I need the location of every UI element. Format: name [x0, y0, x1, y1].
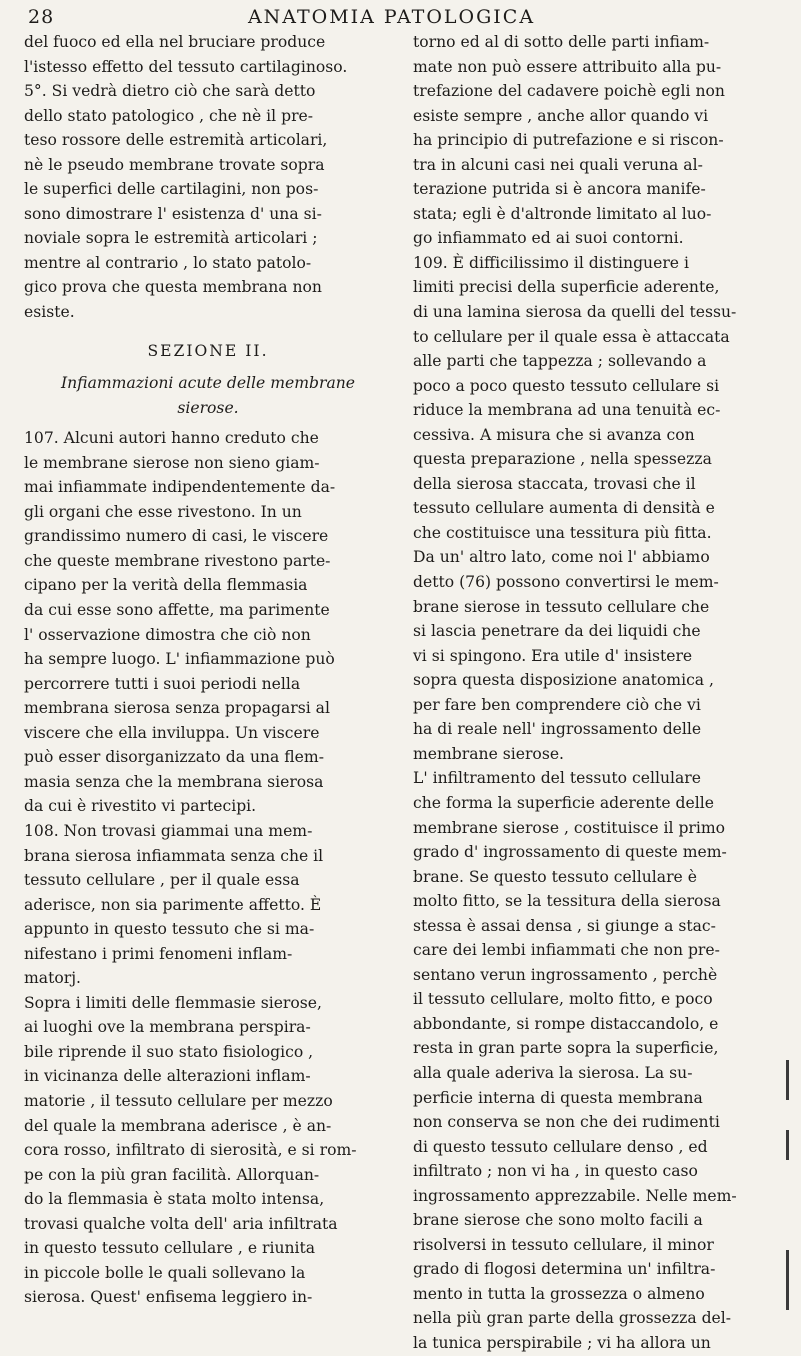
text-line: il tessuto cellulare, molto fitto, e poco: [413, 990, 713, 1009]
text-line: grado di flogosi determina un' infiltra-: [413, 1260, 716, 1279]
text-line: 107. Alcuni autori hanno creduto che: [24, 429, 319, 448]
text-line: riduce la membrana ad una tenuità ec-: [413, 401, 721, 420]
page-number: 28: [28, 6, 55, 28]
text-line: in piccole bolle le quali sollevano la: [24, 1263, 306, 1282]
text-line: sentano verun ingrossamento , perchè: [413, 965, 718, 984]
text-line: grandissimo numero di casi, le viscere: [24, 527, 329, 546]
text-line: sierosa. Quest' enfisema leggiero in-: [24, 1288, 313, 1307]
text-line: in questo tessuto cellulare , e riunita: [24, 1239, 316, 1258]
text-line: tessuto cellulare , per il quale essa: [24, 871, 300, 890]
text-line: to cellulare per il quale essa è attaccata: [413, 327, 730, 346]
text-line: questa preparazione , nella spessezza: [413, 450, 712, 469]
text-line: del quale la membrana aderisce , è an-: [24, 1116, 332, 1135]
text-line: la tunica perspirabile ; vi ha allora un: [413, 1333, 711, 1352]
text-line: risolversi in tessuto cellulare, il minor: [413, 1235, 714, 1254]
text-line: gli organi che esse rivestono. In un: [24, 502, 302, 521]
text-line: alle parti che tappezza ; sollevando a: [413, 352, 707, 371]
text-line: brane. Se questo tessuto cellulare è: [413, 867, 697, 886]
text-line: torno ed al di sotto delle parti infiam-: [413, 33, 710, 51]
text-line: può esser disorganizzato da una flem-: [24, 748, 324, 767]
text-line: membrane sierose.: [413, 744, 565, 763]
left-column: [24, 30, 392, 1310]
text-line: per fare ben comprendere ciò che vi: [413, 695, 701, 714]
text-line: mate non può essere attribuito alla pu-: [413, 57, 722, 76]
text-line: terazione putrida si è ancora manife-: [413, 180, 706, 199]
text-line: perficie interna di questa membrana: [413, 1088, 703, 1107]
text-line: bile riprende il suo stato fisiologico ,: [24, 1042, 314, 1061]
text-line: l' osservazione dimostra che ciò non: [24, 625, 311, 644]
text-line: go infiammato ed ai suoi contorni.: [413, 229, 684, 248]
text-line: membrana sierosa senza propagarsi al: [24, 699, 330, 718]
text-line: masia senza che la membrana sierosa: [24, 772, 324, 791]
text-line: Da un' altro lato, come noi l' abbiamo: [413, 548, 710, 567]
text-line: che forma la superficie aderente delle: [413, 793, 714, 812]
text-line: esiste sempre , anche allor quando vi: [413, 106, 709, 125]
text-line: brane sierose in tessuto cellulare che: [413, 597, 710, 616]
text-line: ha di reale nell' ingrossamento delle: [413, 720, 702, 739]
page-edge-shadow: [786, 1250, 789, 1310]
text-line: membrane sierose , costituisce il primo: [413, 818, 726, 837]
text-line: del fuoco ed ella nel bruciare produce: [24, 33, 326, 51]
text-line: 108. Non trovasi giammai una mem-: [24, 821, 313, 840]
text-line: viscere che ella inviluppa. Un viscere: [24, 723, 320, 742]
page-edge-shadow: [786, 1130, 789, 1160]
section-subtitle-line-1: Infiammazioni acute delle membrane: [60, 374, 356, 393]
text-line: in vicinanza delle alterazioni inflam-: [24, 1067, 311, 1086]
text-line: le superfici delle cartilagini, non pos-: [24, 180, 319, 199]
text-line: tessuto cellulare aumenta di densità e: [413, 499, 715, 518]
text-line: brana sierosa infiammata senza che il: [24, 846, 324, 865]
text-line: alla quale aderiva la sierosa. La su-: [413, 1063, 693, 1082]
text-line: sono dimostrare l' esistenza d' una si-: [24, 204, 322, 223]
text-line: di questo tessuto cellulare denso , ed: [413, 1137, 708, 1156]
text-line: detto (76) possono convertirsi le mem-: [413, 573, 719, 592]
text-line: di una lamina sierosa da quelli del tessu-: [413, 303, 737, 322]
text-line: Sopra i limiti delle flemmasie sierose,: [24, 993, 322, 1012]
text-line: care dei lembi infiammati che non pre-: [413, 941, 720, 960]
text-line: noviale sopra le estremità articolari ;: [24, 229, 318, 248]
text-line: abbondante, si rompe distaccandolo, e: [413, 1014, 719, 1033]
text-line: matorj.: [24, 969, 81, 988]
running-title: ANATOMIA PATOLOGICA: [247, 6, 536, 28]
text-line: cora rosso, infiltrato di sierosità, e si rom-: [24, 1141, 357, 1160]
text-line: infiltrato ; non vi ha , in questo caso: [413, 1162, 698, 1181]
text-line: grado d' ingrossamento di queste mem-: [413, 843, 727, 862]
text-line: ha sempre luogo. L' infiammazione può: [24, 650, 335, 669]
text-line: le membrane sierose non sieno giam-: [24, 453, 320, 472]
text-line: mentre al contrario , lo stato patolo-: [24, 253, 312, 272]
text-line: della sierosa staccata, trovasi che il: [413, 474, 696, 493]
text-line: da cui è rivestito vi partecipi.: [24, 797, 257, 816]
text-line: l'istesso effetto del tessuto cartilaginoso.: [24, 57, 348, 76]
text-line: dello stato patologico , che nè il pre-: [24, 106, 314, 125]
text-line: ai luoghi ove la membrana perspira-: [24, 1018, 311, 1037]
text-line: non conserva se non che dei rudimenti: [413, 1113, 720, 1132]
text-line: teso rossore delle estremità articolari,: [24, 131, 328, 150]
text-line: ingrossamento apprezzabile. Nelle mem-: [413, 1186, 737, 1205]
text-line: sopra questa disposizione anatomica ,: [413, 671, 715, 690]
text-line: molto fitto, se la tessitura della sierosa: [413, 892, 721, 911]
text-line: L' infiltramento del tessuto cellulare: [413, 769, 701, 788]
section-title: SEZIONE II.: [147, 341, 269, 360]
text-line: nifestano i primi fenomeni inflam-: [24, 944, 293, 963]
text-line: mento in tutta la grossezza o almeno: [413, 1284, 705, 1303]
text-line: 5°. Si vedrà dietro ciò che sarà detto: [24, 82, 316, 101]
text-line: nella più gran parte della grossezza del-: [413, 1309, 732, 1328]
section-subtitle-line-2: sierose.: [177, 398, 239, 417]
text-line: pe con la più gran facilità. Allorquan-: [24, 1165, 320, 1184]
text-line: mai infiammate indipendentemente da-: [24, 478, 336, 497]
text-line: aderisce, non sia parimente affetto. È: [24, 895, 322, 914]
text-line: stessa è assai densa , si giunge a stac-: [413, 916, 716, 935]
text-line: che queste membrane rivestono parte-: [24, 551, 331, 570]
text-line: resta in gran parte sopra la superficie,: [413, 1039, 719, 1058]
text-line: vi si spingono. Era utile d' insistere: [413, 646, 693, 665]
text-line: da cui esse sono affette, ma parimente: [24, 601, 330, 620]
text-line: poco a poco questo tessuto cellulare si: [413, 376, 720, 395]
text-line: percorrere tutti i suoi periodi nella: [24, 674, 301, 693]
right-column: [413, 30, 765, 1356]
text-line: do la flemmasia è stata molto intensa,: [24, 1190, 325, 1209]
text-line: trefazione del cadavere poichè egli non: [413, 82, 725, 101]
text-line: cipano per la verità della flemmasia: [24, 576, 308, 595]
text-line: gico prova che questa membrana non: [24, 278, 322, 297]
page-edge-shadow: [786, 1060, 789, 1100]
text-line: si lascia penetrare da dei liquidi che: [413, 622, 701, 641]
text-line: cessiva. A misura che si avanza con: [413, 425, 695, 444]
text-line: brane sierose che sono molto facili a: [413, 1211, 703, 1230]
text-line: ha principio di putrefazione e si riscon-: [413, 131, 724, 150]
text-line: matorie , il tessuto cellulare per mezzo: [24, 1091, 333, 1110]
text-line: esiste.: [24, 303, 75, 322]
text-line: nè le pseudo membrane trovate sopra: [24, 155, 325, 174]
text-line: che costituisce una tessitura più fitta.: [413, 523, 712, 542]
text-line: limiti precisi della superficie aderente,: [413, 278, 720, 297]
text-line: 109. È difficilissimo il distinguere i: [413, 253, 689, 272]
text-line: trovasi qualche volta dell' aria infiltrata: [24, 1214, 338, 1233]
text-line: appunto in questo tessuto che si ma-: [24, 920, 315, 939]
text-line: tra in alcuni casi nei quali veruna al-: [413, 155, 703, 174]
text-line: stata; egli è d'altronde limitato al luo-: [413, 204, 712, 223]
